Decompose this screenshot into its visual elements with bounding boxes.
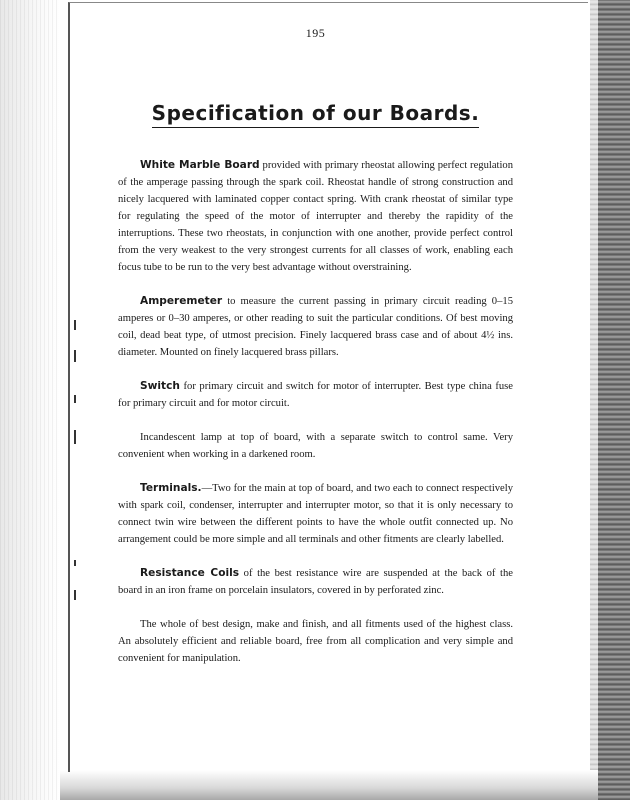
margin-mark: [74, 590, 76, 600]
paragraph-lead: Resistance Coils: [140, 567, 240, 579]
paragraph-text: to measure the current passing in primary circuit reading 0–15 amperes or 0–30 amperes, or other reading to suit the particular conditions. Of best moving coil, dead beat type, of utmost precision. Finely lacquered brass case and of about 4½ ins. diameter. Mounted on finely lacquered brass pillars.: [118, 296, 513, 358]
page-number: 195: [305, 26, 326, 40]
scan-edge-bottom: [60, 770, 598, 800]
paragraph-lead: White Marble Board: [140, 159, 260, 171]
document-body: [118, 26, 513, 684]
paragraph-text: for primary circuit and switch for motor of interrupter. Best type china fuse for primary circuit and for motor circuit.: [118, 381, 513, 409]
paragraph-resistance-coils: [118, 565, 513, 599]
paragraph-terminals: [118, 480, 513, 548]
paragraph-lead: Switch: [140, 380, 180, 392]
paragraph-design-summary: [118, 616, 513, 667]
paragraph-text: provided with primary rheostat allowing perfect regulation of the amperage passing through the spark coil. Rheostat handle of strong construction and nicely lacquered with laminated copper contact spring. With crank rheostat of similar type for regulating the speed of the motor of interrupter and thereby the rapidity of the interruptions. These two rheostats, in conjunction with one another, provide perfect control from the very weakest to the very strongest currents for all classes of work, enabling each focus tube to be run to the very best advantage without overstraining.: [118, 160, 513, 273]
margin-mark: [74, 320, 76, 330]
paragraph-amperemeter: [118, 293, 513, 361]
paragraph-text: The whole of best design, make and finish, and all fitments used of the highest class. An absolutely efficient and reliable board, free from all complication and very simple and convenient for manipulation.: [118, 619, 513, 664]
scan-edge-right: [598, 0, 630, 800]
paragraph-incandescent-lamp: [118, 429, 513, 463]
page-title-text: Specification of our Boards.: [152, 101, 480, 128]
paragraph-white-marble-board: [118, 157, 513, 276]
paragraph-text: —Two for the main at top of board, and two each to connect respectively with spark coil, condenser, interrupter and interrupter motor, so that it is only necessary to connect twin wire between the different points to have the whole outfit connected up. No arrangement could be more simple and all terminals and other fitments are clearly labelled.: [118, 483, 513, 545]
paragraph-lead: Amperemeter: [140, 295, 223, 307]
margin-marks: [70, 300, 80, 620]
paragraph-text: of the best resistance wire are suspended at the back of the board in an iron frame on porcelain insulators, covered in by perforated zinc.: [118, 568, 513, 596]
margin-mark: [74, 395, 76, 403]
page-title: [118, 101, 513, 125]
margin-mark: [74, 430, 76, 444]
margin-mark: [74, 350, 76, 362]
paragraph-switch: [118, 378, 513, 412]
paragraph-text: Incandescent lamp at top of board, with a separate switch to control same. Very convenient when working in a darkened room.: [118, 432, 513, 460]
margin-mark: [74, 560, 76, 566]
scan-edge-left: [0, 0, 60, 800]
paragraph-lead: Terminals.: [140, 482, 202, 494]
